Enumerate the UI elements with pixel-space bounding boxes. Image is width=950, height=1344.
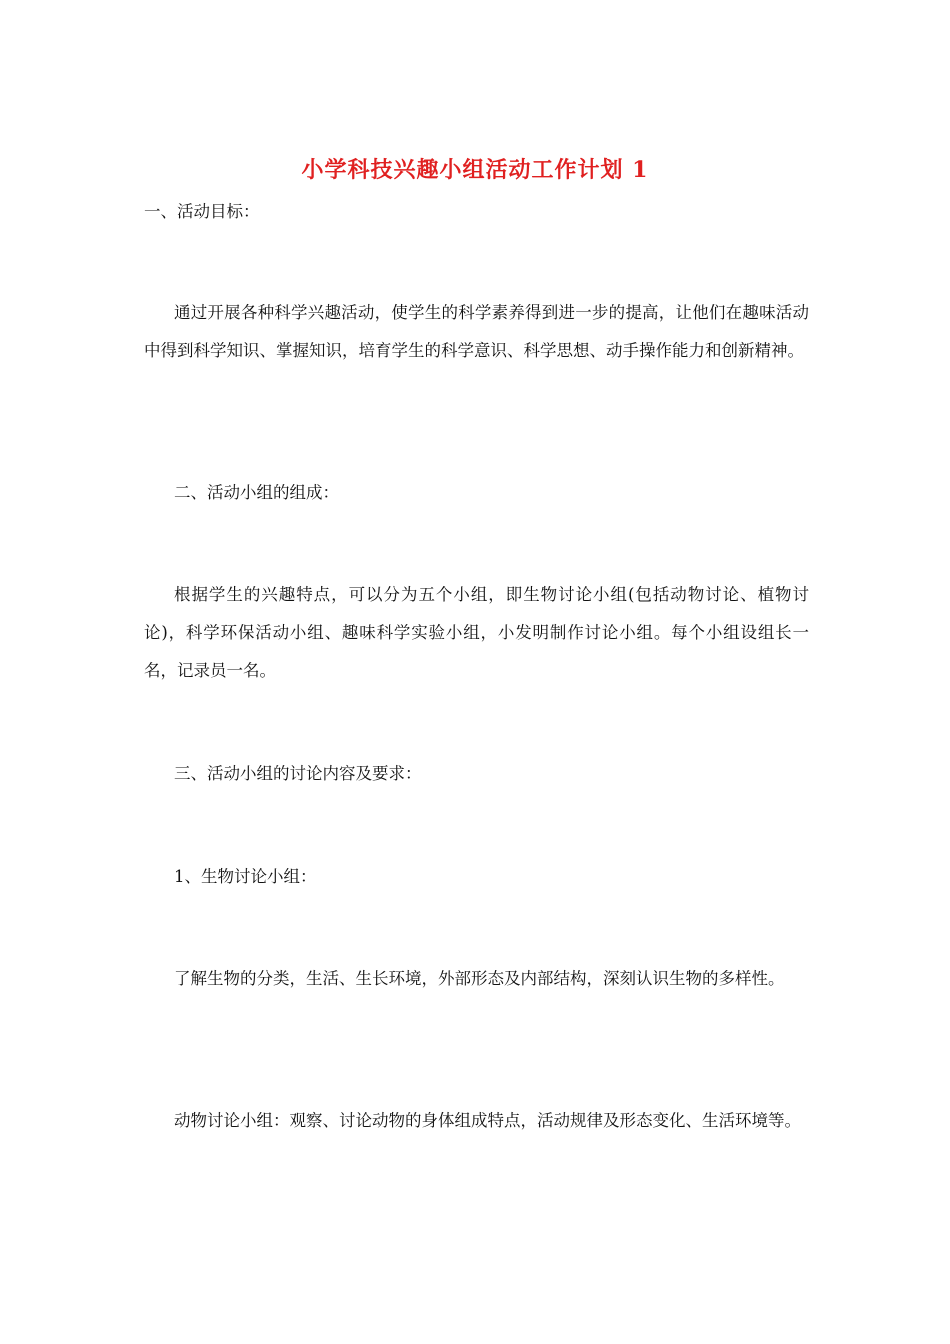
heading-biology-group: 1、生物讨论小组： <box>174 867 317 886</box>
document-title: 小学科技兴趣小组活动工作计划 1 <box>301 157 649 183</box>
heading-discussion-content: 三、活动小组的讨论内容及要求： <box>174 764 422 783</box>
heading-group-composition: 二、活动小组的组成： <box>174 483 339 502</box>
paragraph-animal-group: 动物讨论小组：观察、讨论动物的身体组成特点，活动规律及形态变化、生活环境等。 <box>174 1111 801 1130</box>
paragraph-group-composition: 根据学生的兴趣特点，可以分为五个小组，即生物讨论小组(包括动物讨论、植物讨论)，科学环保活动小组、趣味科学实验小组，小发明制作讨论小组。每个小组设组长一名，记录员一名。 <box>144 585 809 680</box>
paragraph-activity-goals: 通过开展各种科学兴趣活动，使学生的科学素养得到进一步的提高，让他们在趣味活动中得到科学知识、掌握知识，培育学生的科学意识、科学思想、动手操作能力和创新精神。 <box>144 303 809 360</box>
paragraph-biology-group: 了解生物的分类，生活、生长环境，外部形态及内部结构，深刻认识生物的多样性。 <box>174 969 785 988</box>
heading-activity-goals: 一、活动目标： <box>144 202 260 221</box>
